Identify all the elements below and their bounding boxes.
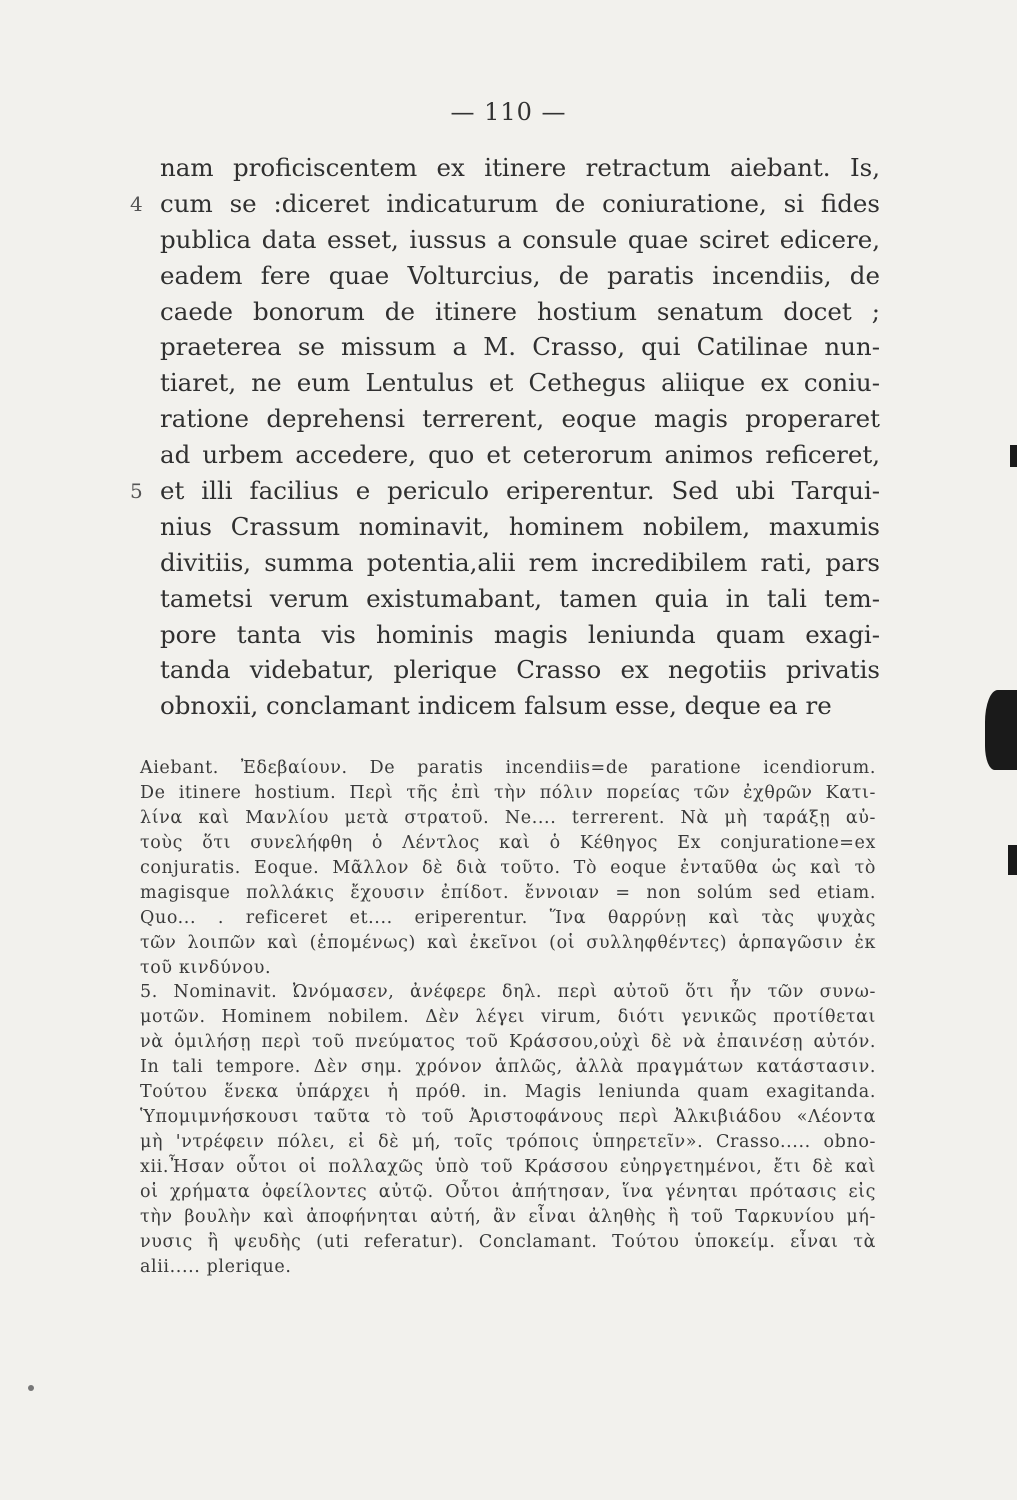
note-line: τοὺς ὅτι συνελήφθη ὁ Λέντλος καὶ ὁ Κέθηγος Ex conjuratione=ex [140,832,876,853]
note-line: alii..... plerique. [140,1256,292,1277]
main-text-line: ad urbem accedere, quo et ceterorum animos reficeret, [160,440,880,470]
main-text-line: cum se :diceret indicaturum de coniuratione, si fides [160,188,880,218]
note-line: Quo... . reficeret et.... eriperentur. Ἵνα θαρρύνῃ καὶ τὰς ψυχὰς [140,907,876,928]
note-line: μοτῶν. Hominem nobilem. Δὲν λέγει virum, διότι γενικῶς προτίθεται [140,1007,876,1028]
note-line: magisque πολλάκις ἔχουσιν ἐπίδοτ. ἔννοιαν = non solúm sed etiam. [140,882,876,903]
note-line: τὴν βουλὴν καὶ ἀποφήνηται αὐτή, ἂν εἶναι ἀληθὴς ἢ τοῦ Ταρκυνίου μή- [140,1206,876,1227]
note-line: τοῦ κινδύνου. [140,957,272,978]
note-line: νὰ ὁμιλήσῃ περὶ τοῦ πνεύματος τοῦ Κράσσου,οὐχὶ δὲ νὰ ἐπαινέσῃ αὐτόν. [140,1032,876,1053]
note-line: xii.Ἦσαν οὗτοι οἱ πολλαχῶς ὑπὸ τοῦ Κράσσου εὐηργετημένοι, ἔτι δὲ καὶ [140,1157,876,1177]
margin-line-number: 4 [130,191,143,216]
page-number: — 110 — [450,98,567,126]
note-line: 5. Nominavit. Ὠνόμασεν, ἀνέφερε δηλ. περὶ αὐτοῦ ὅτι ἦν τῶν συνω- [140,982,876,1003]
scan-speck [28,1385,34,1391]
note-line: conjuratis. Eoque. Μᾶλλον δὲ διὰ τοῦτο. Τὸ eoque ἐνταῦθα ὡς καὶ τὸ [140,857,876,878]
note-line: In tali tempore. Δὲν σημ. χρόνον ἁπλῶς, ἀλλὰ πραγμάτων κατάστασιν. [140,1057,876,1078]
main-text-line: pore tanta vis hominis magis leniunda quam exagi- [160,619,880,649]
note-line: μὴ 'ντρέφειν πόλει, εἰ δὲ μή, τοῖς τρόποις ὑπηρετεῖν». Crasso..... obno- [140,1132,876,1153]
main-text-line: tiaret, ne eum Lentulus et Cethegus aliique ex coniu- [160,368,880,398]
main-text [160,150,880,724]
note-line: τῶν λοιπῶν καὶ (ἑπομένως) καὶ ἐκεῖνοι (οἱ συλληφθέντες) ἁρπαγῶσιν ἐκ [140,932,876,953]
main-text-line: obnoxii, conclamant indicem falsum esse, deque ea re [160,691,832,721]
main-text-line: ratione deprehensi terrerent, eoque magis properaret [160,404,880,434]
main-text-line: publica data esset, iussus a consule quae sciret edicere, [160,224,880,254]
main-text-line: nius Crassum nominavit, hominem nobilem, maxumis [160,511,880,541]
main-text-line: tanda videbatur, plerique Crasso ex negotiis privatis [160,655,880,685]
note-line: Τούτου ἕνεκα ὑπάρχει ἡ πρόθ. in. Magis leniunda quam exagitanda. [140,1082,876,1103]
main-text-line: tametsi verum existumabant, tamen quia in tali tem- [160,583,880,613]
scan-mark-right-1 [1010,445,1017,467]
scan-mark-right-2 [985,690,1017,770]
main-text-line: divitiis, summa potentia,alii rem incredibilem rati, pars [160,547,880,577]
main-text-line: praeterea se missum a M. Crasso, qui Catilinae nun- [160,332,880,362]
commentary-notes [140,756,876,1280]
main-text-line: eadem fere quae Volturcius, de paratis incendiis, de [160,260,880,290]
note-line: Ὑπομιμνήσκουσι ταῦτα τὸ τοῦ Ἀριστοφάνους περὶ Ἀλκιβιάδου «Λέοντα [140,1107,876,1128]
scan-mark-right-3 [1008,845,1017,875]
main-text-line: et illi facilius e periculo eriperentur. Sed ubi Tarqui- [160,476,880,506]
main-text-line: nam proficiscentem ex itinere retractum aiebant. Is, [160,153,880,182]
note-line: νυσις ἢ ψευδὴς (uti referatur). Conclamant. Τούτου ὑποκείμ. εἶναι τὰ [140,1231,876,1252]
note-line: De itinere hostium. Περὶ τῆς ἐπὶ τὴν πόλιν πορείας τῶν ἐχθρῶν Κατι- [140,782,876,803]
note-line: λίνα καὶ Μανλίου μετὰ στρατοῦ. Ne.... terrerent. Νὰ μὴ ταράξῃ αὐ- [140,807,876,828]
note-line: Aiebant. Ἐδεβαίουν. De paratis incendiis=de paratione icendiorum. [140,758,876,778]
main-text-line: caede bonorum de itinere hostium senatum docet ; [160,296,880,326]
note-line: οἱ χρήματα ὀφείλοντες αὐτῷ. Οὗτοι ἀπήτησαν, ἵνα γένηται πρότασις εἰς [140,1181,876,1202]
margin-line-number: 5 [130,479,143,504]
